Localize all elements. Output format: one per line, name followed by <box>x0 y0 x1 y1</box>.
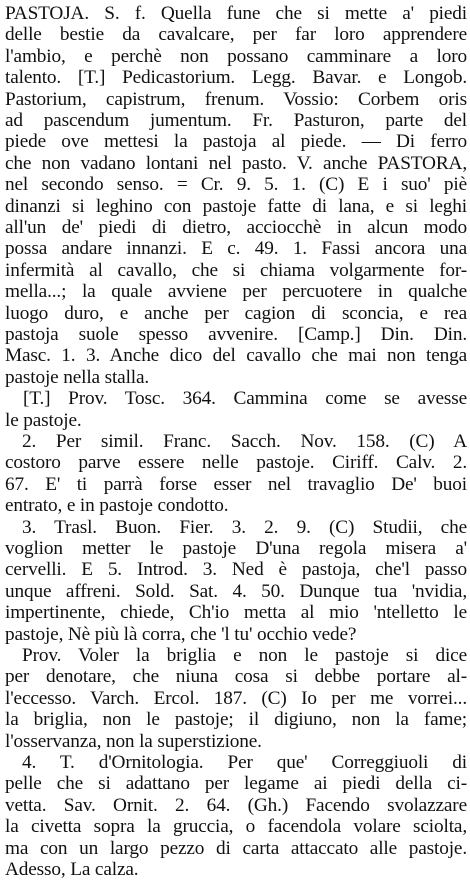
text-line: l'eccesso. Varch. Ercol. 187. (C) Io per me vorrei... <box>5 687 467 709</box>
text-line: 4. T. d'Ornitologia. Per que' Correggiuoli di <box>22 752 467 773</box>
text-line: 3. Trasl. Buon. Fier. 3. 2. 9. (C) Studii, che <box>22 516 467 538</box>
text-line: mella...; la quale avviene per percuotere in qualche <box>5 281 467 303</box>
text-line: voglion metter le pastoje D'una regola misera a' <box>5 538 467 559</box>
text-line: pastoje nella stalla. <box>5 366 150 388</box>
text-line: infermità al cavallo, che si chiama volgarmente for- <box>5 259 467 281</box>
text-line: ad pascendum jumentum. Fr. Pasturon, parte del <box>5 110 467 131</box>
text-line: pastoje, Nè più là corra, che 'l tu' occhio vede? <box>5 623 357 645</box>
text-line: unque affreni. Sold. Sat. 4. 50. Dunque tua 'nvidia, <box>5 580 467 602</box>
text-line: costoro parve essere nelle pastoje. Ciriff. Calv. 2. <box>5 452 467 474</box>
text-line: entrato, e in pastoje condotto. <box>5 495 229 517</box>
text-line: possa andare innanzi. E c. 49. 1. Fassi ancora una <box>5 238 467 260</box>
text-line: cervelli. E 5. Introd. 3. Ned è pastoja, che'l passo <box>5 559 467 581</box>
text-line: 2. Per simil. Franc. Sacch. Nov. 158. (C) A <box>22 431 467 452</box>
text-line: talento. [T.] Pedicastorium. Legg. Bavar. e Longob. <box>5 67 467 89</box>
text-line: Pastorium, capistrum, frenum. Vossio: Corbem oris <box>5 88 467 110</box>
text-line: per denotare, che niuna cosa si debbe portare al- <box>5 666 467 688</box>
text-line: ma con un largo pezzo di carta attaccato alle pastoje. <box>5 837 467 859</box>
text-line: nel secondo senso. = Cr. 9. 5. 1. (C) E i suo' piè <box>5 174 467 196</box>
text-line: Masc. 1. 3. Anche dico del cavallo che mai non tenga <box>5 345 467 367</box>
text-line: 67. E' ti parrà forse esser nel travaglio De' buoi <box>5 473 467 495</box>
text-line: [T.] Prov. Tosc. 364. Cammina come se avesse <box>23 388 467 410</box>
text-line: luogo duro, e anche per cagion di sconcia, e rea <box>5 302 467 324</box>
text-line: la civetta sopra la gruccia, o facendola volare sciolta, <box>5 816 467 838</box>
text-line: l'osservanza, non la superstizione. <box>5 730 262 752</box>
text-line: pastoja suole spesso avvenire. [Camp.] Din. Din. <box>5 324 467 345</box>
text-line: le pastoje. <box>5 409 82 431</box>
text-line: dinanzi si leghino con pastoje fatte di lana, e si leghi <box>5 195 467 217</box>
text-line: Prov. Voler la briglia e non le pastoje si dice <box>22 645 467 666</box>
text-line: vetta. Sav. Ornit. 2. 64. (Gh.) Facendo svolazzare <box>5 794 467 816</box>
text-line: delle bestie da cavalcare, per far loro apprendere <box>5 24 467 46</box>
text-line: piede ove mettesi la pastoja al piede. — Di ferro <box>5 131 467 153</box>
text-line: pelle che si adattano per legame ai piedi della ci- <box>5 773 467 795</box>
text-line: che non vadano lontani nel pasto. V. anche PASTORA, <box>5 152 467 174</box>
text-line: impertinente, chiede, Ch'io metta al mio 'ntelletto le <box>5 602 467 624</box>
text-line: Adesso, La calza. <box>5 859 139 880</box>
text-line: la briglia, non le pastoje; il digiuno, non la fame; <box>5 709 467 731</box>
text-line: l'ambio, e perchè non possano camminare a loro <box>5 45 467 67</box>
text-line: all'un de' piedi di dietro, acciocchè in alcun modo <box>5 217 467 238</box>
text-line: PASTOJA. S. f. Quella fune che si mette a' piedi <box>5 3 467 24</box>
